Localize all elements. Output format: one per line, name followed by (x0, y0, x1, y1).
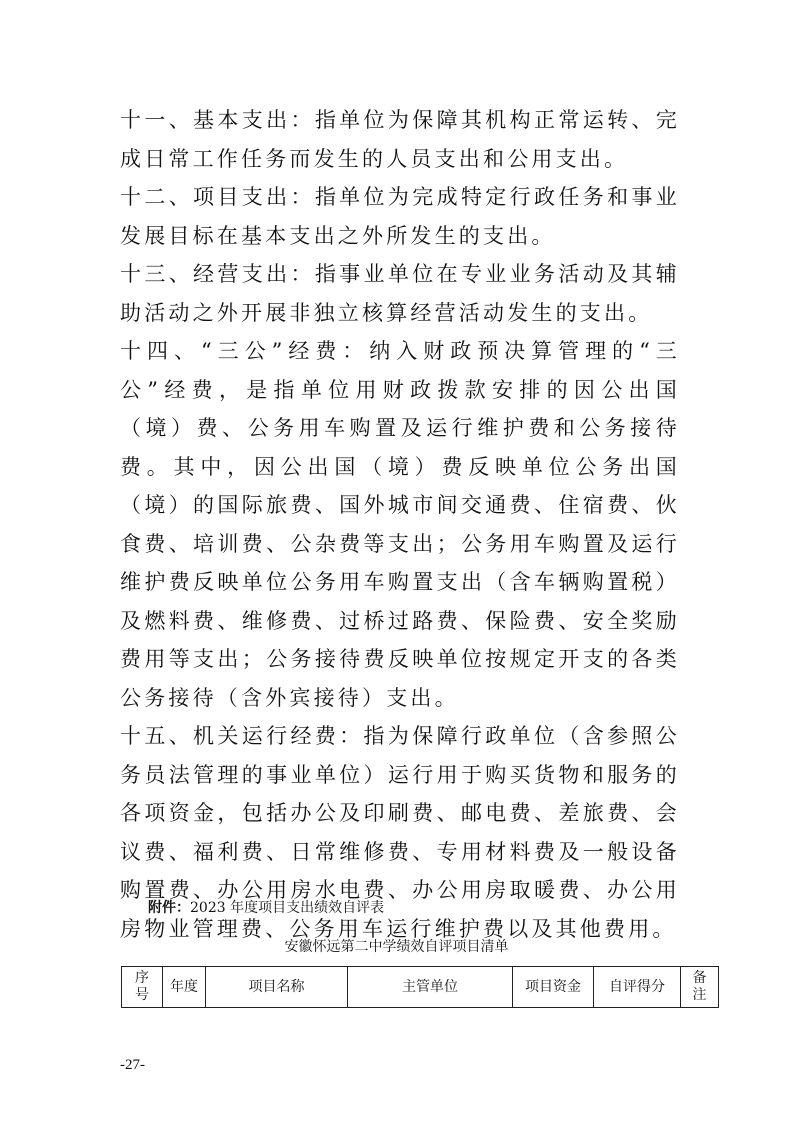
paragraph-project-expenditure: 十二、项目支出：指单位为完成特定行政任务和事业发展目标在基本支出之外所发生的支出。 (120, 185, 680, 248)
header-cell-remarks: 备注 (681, 967, 719, 1008)
attachment-text: 2023 年度项目支出绩效自评表 (190, 900, 385, 916)
project-list-table (121, 966, 719, 1008)
header-cell-index: 序号 (122, 967, 163, 1008)
paragraph-three-public-funds: 十四、“三公”经费：纳入财政预决算管理的“三公”经费，是指单位用财政拨款安排的因公出国（境）费、公务用车购置及运行维护费和公务接待费。其中，因公出国（境）费反映单位公务出国（境）的国际旅费、国外城市间交通费、住宿费、伙食费、培训费、公杂费等支出；公务用车购置及运行维护费反映单位公务用车购置支出（含车辆购置税）及燃料费、维修费、过桥过路费、保险费、安全奖励费用等支出；公务接待费反映单位按规定开支的各类公务接待（含外宾接待）支出。 (120, 339, 680, 710)
paragraph-operating-expenditure: 十三、经营支出：指事业单位在专业业务活动及其辅助活动之外开展非独立核算经营活动发生的支出。 (120, 262, 680, 325)
header-cell-project-name: 项目名称 (206, 967, 348, 1008)
body-text (120, 101, 680, 948)
attachment-label: 附件： (148, 900, 190, 916)
table-header-row (122, 967, 719, 1008)
paragraph-agency-operating-funds: 十五、机关运行经费：指为保障行政单位（含参照公务员法管理的事业单位）运行用于购买货物和服务的各项资金，包括办公及印刷费、邮电费、差旅费、会议费、福利费、日常维修费、专用材料费及一般设备购置费、办公用房水电费、办公用房取暖费、办公用房物业管理费、公务用车运行维护费以及其他费用。 (120, 724, 680, 941)
table-title: 安徽怀远第二中学绩效自评项目清单 (284, 939, 509, 955)
attachment-line (148, 897, 384, 917)
header-cell-supervising-unit: 主管单位 (348, 967, 513, 1008)
header-cell-year: 年度 (163, 967, 206, 1008)
page-number: -27- (120, 1057, 145, 1073)
paragraph-basic-expenditure: 十一、基本支出：指单位为保障其机构正常运转、完成日常工作任务而发生的人员支出和公用支出。 (120, 108, 680, 171)
header-cell-project-funds: 项目资金 (513, 967, 594, 1008)
header-cell-self-score: 自评得分 (594, 967, 681, 1008)
